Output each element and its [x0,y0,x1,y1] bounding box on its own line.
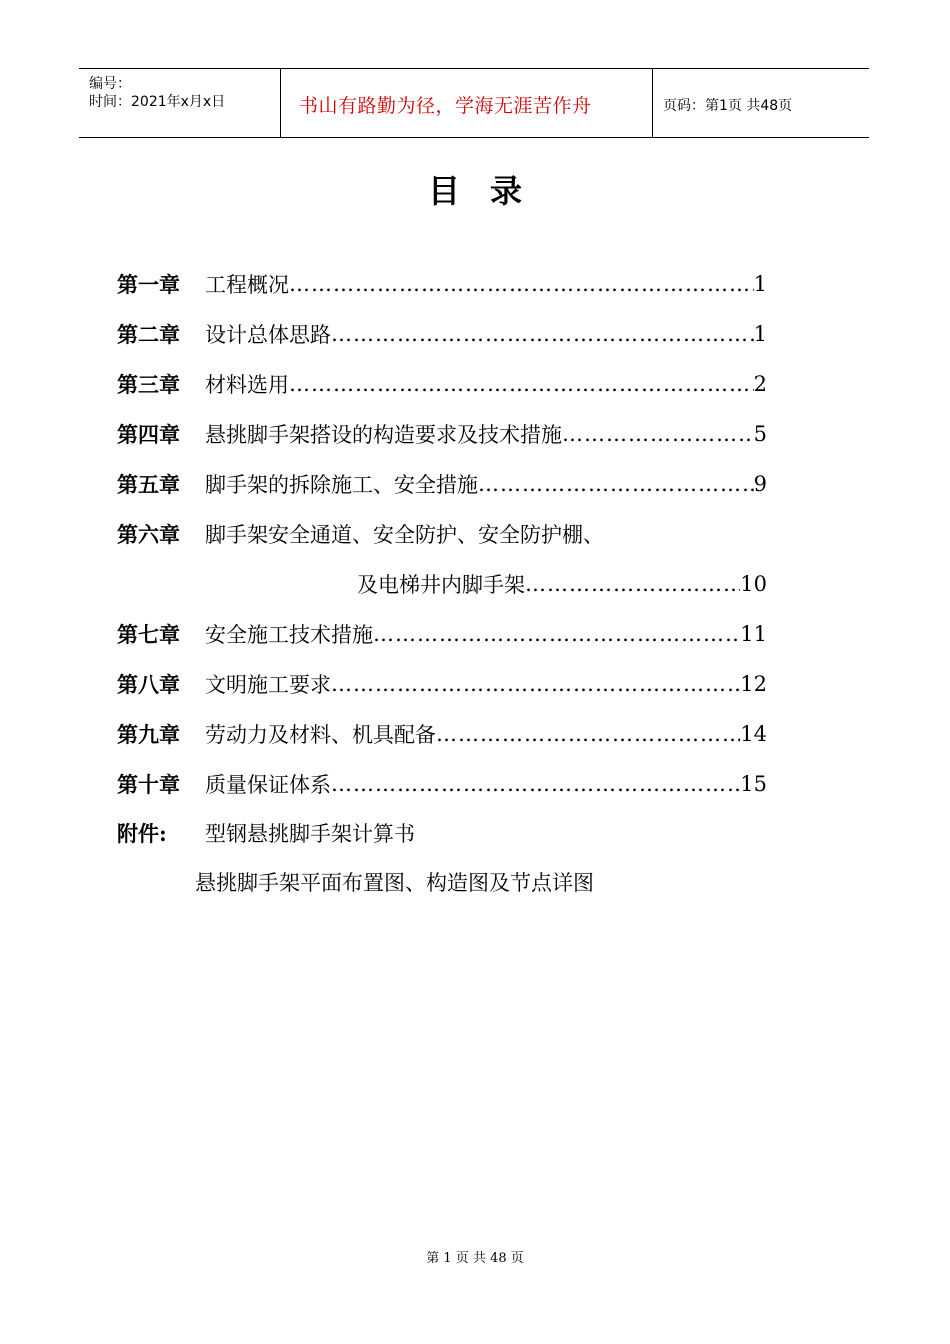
chapter-title: 材料选用 [205,373,289,397]
leader-dots [331,672,740,696]
leader-dots [525,572,740,596]
appendix-item-drawings[interactable]: 悬挑脚手架平面布置图、构造图及节点详图 [195,871,594,895]
page-number: 15 [740,772,767,796]
page-number: 5 [753,422,767,446]
leader-dots [331,322,754,346]
leader-dots [373,622,740,646]
page-header [79,68,869,138]
time-label: 时间：2021年x月x日 [89,94,226,110]
page-info: 页码：第1页 共48页 [663,98,793,114]
chapter-number: 第二章 [117,322,180,347]
chapter-title: 悬挑脚手架搭设的构造要求及技术措施 [205,423,562,447]
chapter-number: 第七章 [117,622,180,647]
toc-entry-3[interactable] [117,364,767,404]
chapter-number: 第十章 [117,772,180,797]
page-number: 12 [740,672,767,696]
appendix-label: 附件: [117,821,167,846]
page-number: 2 [753,372,767,396]
chapter-title: 质量保证体系 [205,773,331,797]
leader-dots [478,472,754,496]
toc-entry-5[interactable] [117,464,767,504]
chapter-number: 第六章 [117,522,180,547]
toc-entry-7[interactable] [117,614,767,654]
toc-entry-9[interactable] [117,714,767,754]
chapter-number: 第五章 [117,472,180,497]
chapter-title: 劳动力及材料、机具配备 [205,723,436,747]
page-number: 9 [753,472,767,496]
chapter-title: 设计总体思路 [205,323,331,347]
serial-label: 编号： [89,76,131,92]
chapter-title: 脚手架安全通道、安全防护、安全防护棚、 [205,523,604,547]
toc-entry-4[interactable] [117,414,767,454]
toc-entry-8[interactable] [117,664,767,704]
page-footer: 第 1 页 共 48 页 [426,1251,524,1266]
appendix-item-calc[interactable]: 型钢悬挑脚手架计算书 [205,822,415,846]
page-number: 11 [740,622,767,646]
chapter-number: 第三章 [117,372,180,397]
chapter-title: 脚手架的拆除施工、安全措施 [205,473,478,497]
motto: 书山有路勤为径，学海无涯苦作舟 [299,95,592,117]
page-number: 1 [753,272,767,296]
leader-dots [562,422,754,446]
toc-entry-6[interactable] [117,514,767,554]
page-number: 1 [753,322,767,346]
page-number: 14 [740,722,767,746]
chapter-number: 第一章 [117,272,180,297]
toc-entry-10[interactable] [117,764,767,804]
chapter-number: 第八章 [117,672,180,697]
header-page-cell [653,69,869,137]
leader-dots [289,372,754,396]
page-number: 10 [740,572,767,596]
leader-dots [436,722,740,746]
leader-dots [331,772,740,796]
toc-entry-1[interactable] [117,264,767,304]
chapter-title: 工程概况 [205,273,289,297]
toc-entry-2[interactable] [117,314,767,354]
header-meta-cell [79,69,281,137]
chapter-title-continued: 及电梯井内脚手架 [357,573,525,597]
chapter-title: 安全施工技术措施 [205,623,373,647]
chapter-title: 文明施工要求 [205,673,331,697]
chapter-number: 第四章 [117,422,180,447]
leader-dots [289,272,754,296]
chapter-number: 第九章 [117,722,180,747]
toc-entry-6-continued[interactable] [357,564,767,604]
header-motto-cell [281,69,653,137]
toc-title: 目录 [427,172,552,210]
